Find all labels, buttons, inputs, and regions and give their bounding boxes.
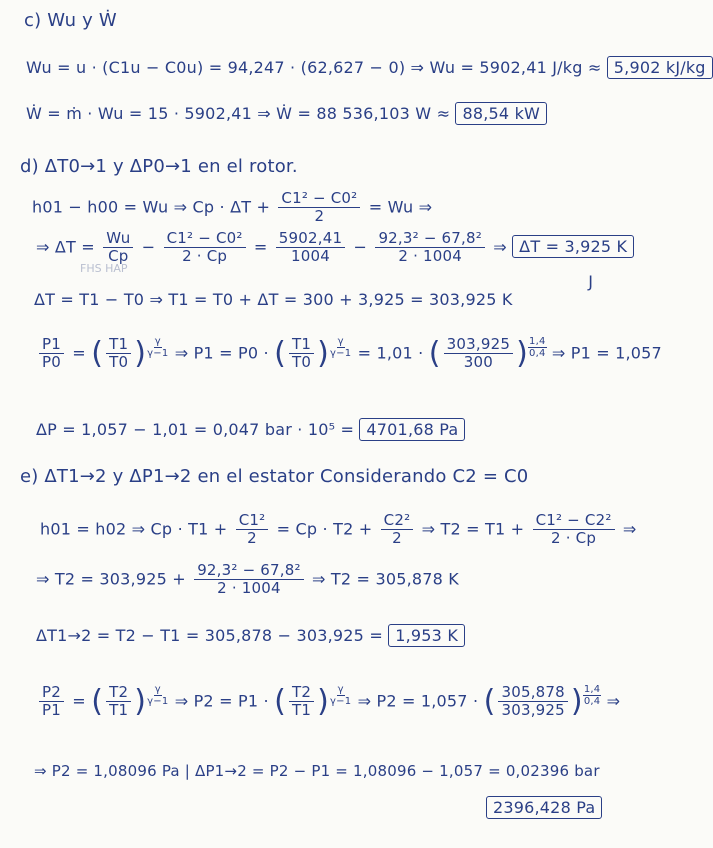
fraction-numerator: T1	[106, 336, 131, 354]
operator: =	[72, 343, 86, 363]
temperature-ratio	[289, 684, 314, 720]
fraction-numerator: 92,3² − 67,8²	[194, 562, 304, 580]
power-result-box: 88,54 kW	[455, 102, 547, 125]
exponent-numerator: γ	[154, 684, 161, 696]
fraction-denominator: 1004	[291, 247, 330, 266]
close-paren: )	[516, 335, 529, 371]
exponent	[329, 684, 352, 707]
section-d-line-2	[36, 230, 634, 266]
section-e-line-6	[486, 796, 602, 819]
power-equation: Ẇ = ṁ · Wu = 15 · 5902,41 ⇒ Ẇ = 88 536,103 W ≈	[26, 104, 451, 123]
section-d-line-4	[36, 336, 662, 372]
p1-result: ⇒ P1 = 1,057	[551, 343, 662, 363]
delta-t-label: ⇒ ΔT =	[36, 237, 95, 257]
operator: −	[353, 237, 368, 257]
p2-expression: ⇒ P2 = P1 ·	[174, 691, 269, 711]
fraction-denominator: T0	[109, 353, 129, 372]
section-e-line-4	[36, 684, 620, 720]
fraction-denominator: Cp	[108, 247, 129, 266]
section-d-line-5	[36, 418, 465, 441]
temperature-ratio	[289, 336, 314, 372]
margin-mark: J	[588, 272, 593, 291]
delta-p-result-box: 4701,68 Pa	[359, 418, 465, 441]
fraction-denominator: P1	[42, 701, 61, 720]
section-c-line-1	[26, 56, 713, 79]
exponent-numerator: γ	[337, 684, 344, 696]
fraction-denominator: 2 · 1004	[217, 579, 281, 598]
temperature-ratio	[106, 684, 131, 720]
open-paren: (	[483, 683, 496, 719]
pressure-ratio	[39, 684, 64, 720]
t2-result: ⇒ T2 = 305,878 K	[312, 569, 459, 589]
numeric-wu-over-cp	[276, 230, 345, 266]
operator: =	[253, 237, 268, 257]
delta-t-result-box: ΔT = 3,925 K	[512, 235, 634, 258]
fraction-denominator: T1	[109, 701, 129, 720]
wu-equation: Wu = u · (C1u − C0u) = 94,247 · (62,627 − 0) ⇒ Wu = 5902,41 J/kg ≈	[26, 58, 602, 77]
section-e-heading: e) ΔT1→2 y ΔP1→2 en el estator Considerando C2 = C0	[20, 466, 529, 487]
fraction-denominator: 2	[392, 529, 402, 548]
open-paren: (	[274, 683, 286, 719]
fraction-denominator: 303,925	[501, 701, 565, 720]
exponent-numerator: 1,4	[583, 684, 601, 696]
p2-numeric: ⇒ P2 = 1,057 ·	[357, 691, 479, 711]
enthalpy-equation-mid: = Cp · T2 +	[276, 519, 373, 539]
fraction-denominator: 300	[463, 353, 493, 372]
exponent-denominator: γ−1	[147, 348, 169, 360]
numeric-kinetic-fraction	[375, 230, 485, 266]
section-e-line-2	[36, 562, 459, 598]
exponent-denominator: 0,4	[583, 696, 601, 708]
close-paren: )	[317, 335, 330, 371]
energy-equation-tail: = Wu ⇒	[368, 197, 433, 217]
fraction-numerator: C1²	[236, 512, 269, 530]
kinetic-over-2cp	[533, 512, 615, 548]
fraction-numerator: T2	[289, 684, 314, 702]
open-paren: (	[91, 335, 104, 371]
numeric-temperature-ratio	[498, 684, 567, 720]
section-d-line-1	[32, 190, 432, 226]
section-e-line-5: ⇒ P2 = 1,08096 Pa | ΔP1→2 = P2 − P1 = 1,08096 − 1,057 = 0,02396 bar	[34, 762, 600, 780]
c2-squared-over-2	[381, 512, 414, 548]
implies-arrow: ⇒	[493, 237, 507, 257]
fraction-numerator: Wu	[103, 230, 133, 248]
enthalpy-equation: h01 = h02 ⇒ Cp · T1 +	[40, 519, 228, 539]
fraction-denominator: 2 · Cp	[551, 529, 597, 548]
section-c-line-2	[26, 102, 547, 125]
close-paren: )	[570, 683, 583, 719]
exponent-numerator: γ	[337, 336, 344, 348]
section-d-line-3: ΔT = T1 − T0 ⇒ T1 = T0 + ΔT = 300 + 3,925 = 303,925 K	[34, 290, 513, 309]
section-c-heading: c) Wu y Ẇ	[24, 10, 117, 31]
exponent-numerator: 1,4	[529, 336, 546, 348]
section-e-line-3	[36, 624, 465, 647]
exponent-denominator: γ−1	[330, 348, 352, 360]
fraction-numerator: C1² − C0²	[278, 190, 360, 208]
fraction-denominator: T1	[292, 701, 312, 720]
open-paren: (	[428, 335, 441, 371]
exponent	[583, 684, 602, 707]
close-paren: )	[317, 683, 330, 719]
exponent	[329, 336, 352, 359]
temperature-ratio	[106, 336, 131, 372]
fraction-numerator: 92,3² − 67,8²	[375, 230, 485, 248]
close-paren: )	[134, 683, 147, 719]
fraction-denominator: 2	[314, 207, 325, 226]
section-e-line-1	[40, 512, 636, 548]
exponent	[146, 684, 169, 707]
fraction-denominator: 2	[247, 529, 257, 548]
implies-arrow: ⇒	[606, 691, 621, 711]
t2-numeric: ⇒ T2 = 303,925 +	[36, 569, 186, 589]
close-paren: )	[134, 335, 147, 371]
fraction-numerator: C1² − C2²	[533, 512, 615, 530]
numeric-kinetic-fraction	[194, 562, 304, 598]
numeric-temperature-ratio	[444, 336, 513, 372]
fraction-numerator: T1	[289, 336, 314, 354]
open-paren: (	[91, 683, 104, 719]
c1-squared-over-2	[236, 512, 269, 548]
open-paren: (	[274, 335, 286, 371]
delta-p-equation: ΔP = 1,057 − 1,01 = 0,047 bar · 10⁵ =	[36, 420, 355, 439]
exponent-denominator: 0,4	[529, 348, 546, 360]
fraction-numerator: P2	[39, 684, 64, 702]
fraction-numerator: 305,878	[498, 684, 567, 702]
exponent-denominator: γ−1	[330, 696, 352, 708]
delta-t12-result-box: 1,953 K	[388, 624, 465, 647]
delta-t12-equation: ΔT1→2 = T2 − T1 = 305,878 − 303,925 =	[36, 626, 383, 645]
fraction-denominator: 2 · 1004	[398, 247, 463, 266]
t2-expression: ⇒ T2 = T1 +	[421, 519, 525, 539]
faint-scribble: FHS HAP	[80, 262, 128, 275]
fraction-numerator: T2	[106, 684, 131, 702]
fraction-numerator: P1	[39, 336, 64, 354]
kinetic-fraction	[278, 190, 360, 226]
p1-expression: ⇒ P1 = P0 ·	[174, 343, 269, 363]
fraction-numerator: C1² − C0²	[164, 230, 246, 248]
wu-result-box: 5,902 kJ/kg	[607, 56, 713, 79]
implies-arrow: ⇒	[622, 519, 637, 539]
operator: −	[141, 237, 156, 257]
fraction-denominator: 2 · Cp	[182, 247, 228, 266]
kinetic-over-2cp	[164, 230, 246, 266]
exponent-denominator: γ−1	[147, 696, 169, 708]
exponent-numerator: γ	[154, 336, 161, 348]
fraction-denominator: T0	[292, 353, 312, 372]
operator: =	[72, 691, 86, 711]
exponent	[146, 336, 169, 359]
fraction-numerator: 303,925	[444, 336, 513, 354]
fraction-numerator: C2²	[381, 512, 414, 530]
fraction-denominator: P0	[42, 353, 61, 372]
section-d-heading: d) ΔT0→1 y ΔP0→1 en el rotor.	[20, 156, 298, 177]
delta-p12-result-box: 2396,428 Pa	[486, 796, 602, 819]
p1-numeric: = 1,01 ·	[357, 343, 424, 363]
pressure-ratio	[39, 336, 64, 372]
wu-over-cp	[103, 230, 133, 266]
fraction-numerator: 5902,41	[276, 230, 345, 248]
energy-equation: h01 − h00 = Wu ⇒ Cp · ΔT +	[32, 197, 271, 217]
exponent	[528, 336, 547, 359]
